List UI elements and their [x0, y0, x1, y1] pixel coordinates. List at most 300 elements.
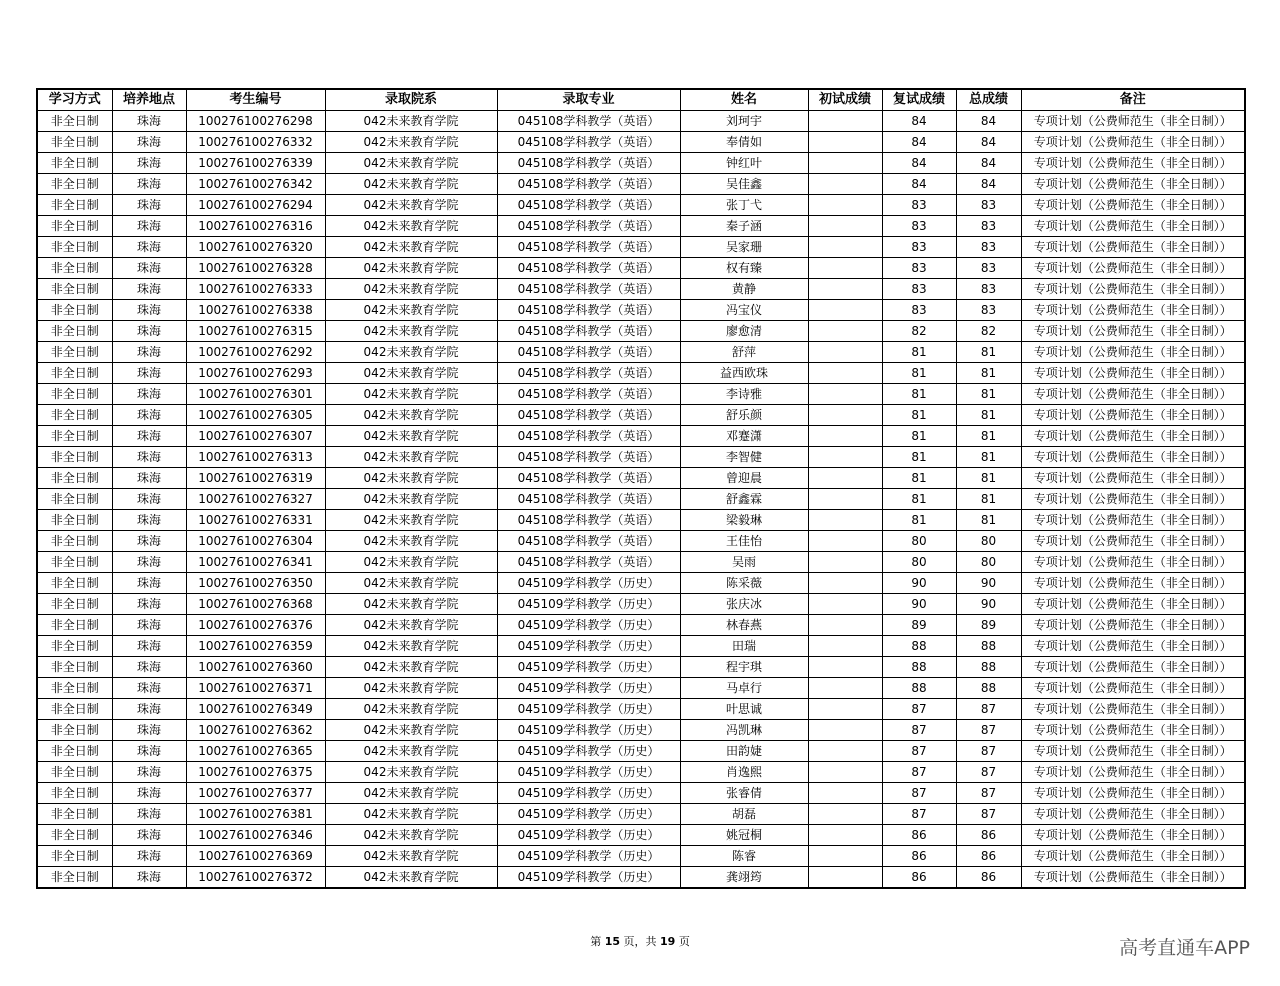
table-cell: 86 — [882, 867, 956, 889]
table-cell: 045108学科教学（英语） — [497, 447, 680, 468]
table-row — [37, 510, 1245, 531]
table-row — [37, 678, 1245, 699]
table-cell: 钟红叶 — [680, 153, 808, 174]
table-cell: 吴佳鑫 — [680, 174, 808, 195]
table-row — [37, 279, 1245, 300]
table-cell: 81 — [882, 384, 956, 405]
table-cell: 87 — [882, 762, 956, 783]
table-cell: 非全日制 — [37, 216, 112, 237]
table-cell: 非全日制 — [37, 552, 112, 573]
table-cell — [808, 174, 882, 195]
table-cell: 专项计划（公费师范生（非全日制）） — [1021, 741, 1245, 762]
table-cell: 专项计划（公费师范生（非全日制）） — [1021, 552, 1245, 573]
table-cell: 梁毅琳 — [680, 510, 808, 531]
table-cell — [808, 489, 882, 510]
table-cell — [808, 279, 882, 300]
table-cell: 81 — [882, 510, 956, 531]
table-cell — [808, 195, 882, 216]
table-cell: 042未来教育学院 — [325, 804, 497, 825]
table-cell: 珠海 — [112, 657, 186, 678]
table-cell: 珠海 — [112, 195, 186, 216]
table-cell — [808, 867, 882, 889]
table-row — [37, 258, 1245, 279]
table-cell: 90 — [882, 573, 956, 594]
table-cell: 专项计划（公费师范生（非全日制）） — [1021, 237, 1245, 258]
table-cell: 81 — [956, 405, 1021, 426]
table-cell: 珠海 — [112, 594, 186, 615]
table-cell: 045109学科教学（历史） — [497, 783, 680, 804]
table-cell: 82 — [956, 321, 1021, 342]
table-cell: 龚翊筠 — [680, 867, 808, 889]
table-cell: 045108学科教学（英语） — [497, 195, 680, 216]
table-cell: 045108学科教学（英语） — [497, 552, 680, 573]
table-cell: 045108学科教学（英语） — [497, 216, 680, 237]
table-cell: 042未来教育学院 — [325, 111, 497, 132]
table-cell: 045108学科教学（英语） — [497, 279, 680, 300]
table-cell: 81 — [956, 447, 1021, 468]
table-cell: 专项计划（公费师范生（非全日制）） — [1021, 510, 1245, 531]
table-cell: 专项计划（公费师范生（非全日制）） — [1021, 132, 1245, 153]
table-cell: 非全日制 — [37, 363, 112, 384]
table-cell: 张丁弋 — [680, 195, 808, 216]
table-cell: 83 — [956, 258, 1021, 279]
table-cell: 87 — [956, 762, 1021, 783]
table-cell: 045108学科教学（英语） — [497, 174, 680, 195]
header-row — [37, 89, 1245, 111]
table-cell: 87 — [956, 783, 1021, 804]
table-cell: 042未来教育学院 — [325, 594, 497, 615]
table-cell: 045109学科教学（历史） — [497, 867, 680, 889]
table-cell: 刘珂宇 — [680, 111, 808, 132]
table-cell: 042未来教育学院 — [325, 720, 497, 741]
table-cell: 张睿倩 — [680, 783, 808, 804]
table-cell: 83 — [882, 300, 956, 321]
table-cell: 042未来教育学院 — [325, 657, 497, 678]
table-cell: 042未来教育学院 — [325, 174, 497, 195]
table-cell: 专项计划（公费师范生（非全日制）） — [1021, 699, 1245, 720]
table-cell: 042未来教育学院 — [325, 783, 497, 804]
column-header: 初试成绩 — [808, 89, 882, 111]
table-cell: 83 — [956, 195, 1021, 216]
table-cell — [808, 552, 882, 573]
table-cell: 045108学科教学（英语） — [497, 342, 680, 363]
table-cell — [808, 657, 882, 678]
column-header: 录取专业 — [497, 89, 680, 111]
table-cell: 84 — [882, 153, 956, 174]
table-cell: 81 — [956, 426, 1021, 447]
table-cell: 100276100276307 — [186, 426, 325, 447]
watermark: 高考直通车APP — [1119, 937, 1250, 959]
table-cell: 专项计划（公费师范生（非全日制）） — [1021, 573, 1245, 594]
table-cell: 81 — [882, 426, 956, 447]
table-cell: 045109学科教学（历史） — [497, 699, 680, 720]
table-row — [37, 615, 1245, 636]
table-cell: 045109学科教学（历史） — [497, 846, 680, 867]
table-cell: 程宇琪 — [680, 657, 808, 678]
table-cell: 黄静 — [680, 279, 808, 300]
table-cell: 非全日制 — [37, 720, 112, 741]
table-cell: 珠海 — [112, 615, 186, 636]
table-row — [37, 573, 1245, 594]
table-cell: 100276100276301 — [186, 384, 325, 405]
table-cell: 87 — [882, 804, 956, 825]
table-cell: 90 — [956, 573, 1021, 594]
table-cell: 045109学科教学（历史） — [497, 678, 680, 699]
table-row — [37, 636, 1245, 657]
table-cell: 珠海 — [112, 741, 186, 762]
table-cell: 042未来教育学院 — [325, 846, 497, 867]
table-cell: 83 — [956, 279, 1021, 300]
table-row — [37, 657, 1245, 678]
table-row — [37, 531, 1245, 552]
table-cell: 82 — [882, 321, 956, 342]
table-cell: 珠海 — [112, 447, 186, 468]
table-cell: 100276100276294 — [186, 195, 325, 216]
table-cell: 珠海 — [112, 552, 186, 573]
table-row — [37, 174, 1245, 195]
table-cell: 87 — [882, 741, 956, 762]
table-row — [37, 720, 1245, 741]
table-cell: 045108学科教学（英语） — [497, 468, 680, 489]
table-cell: 珠海 — [112, 405, 186, 426]
admission-table — [36, 88, 1246, 889]
table-cell: 专项计划（公费师范生（非全日制）） — [1021, 279, 1245, 300]
table-cell: 林春燕 — [680, 615, 808, 636]
table-cell: 042未来教育学院 — [325, 405, 497, 426]
table-cell: 100276100276313 — [186, 447, 325, 468]
table-cell: 045108学科教学（英语） — [497, 153, 680, 174]
table-cell: 042未来教育学院 — [325, 678, 497, 699]
table-cell — [808, 573, 882, 594]
table-cell: 珠海 — [112, 342, 186, 363]
table-cell — [808, 699, 882, 720]
table-cell: 非全日制 — [37, 594, 112, 615]
table-cell: 86 — [956, 846, 1021, 867]
table-cell — [808, 111, 882, 132]
table-cell: 90 — [882, 594, 956, 615]
table-cell: 非全日制 — [37, 300, 112, 321]
table-cell — [808, 405, 882, 426]
table-cell: 珠海 — [112, 783, 186, 804]
table-cell: 84 — [956, 153, 1021, 174]
table-cell: 专项计划（公费师范生（非全日制）） — [1021, 300, 1245, 321]
footer-middle: 页，共 — [623, 935, 657, 948]
table-row — [37, 552, 1245, 573]
table-cell — [808, 321, 882, 342]
table-cell: 042未来教育学院 — [325, 762, 497, 783]
table-cell: 045108学科教学（英语） — [497, 384, 680, 405]
table-cell: 042未来教育学院 — [325, 279, 497, 300]
table-cell: 045108学科教学（英语） — [497, 111, 680, 132]
table-cell: 86 — [882, 846, 956, 867]
table-row — [37, 867, 1245, 889]
table-cell: 珠海 — [112, 363, 186, 384]
table-cell — [808, 846, 882, 867]
table-cell: 非全日制 — [37, 405, 112, 426]
table-cell: 李智健 — [680, 447, 808, 468]
table-cell — [808, 363, 882, 384]
table-cell: 舒乐颜 — [680, 405, 808, 426]
table-cell: 87 — [956, 804, 1021, 825]
table-cell: 专项计划（公费师范生（非全日制）） — [1021, 867, 1245, 889]
table-cell: 珠海 — [112, 237, 186, 258]
table-cell: 非全日制 — [37, 447, 112, 468]
table-cell: 80 — [882, 552, 956, 573]
table-cell: 045109学科教学（历史） — [497, 573, 680, 594]
table-cell: 专项计划（公费师范生（非全日制）） — [1021, 426, 1245, 447]
table-row — [37, 489, 1245, 510]
table-cell: 042未来教育学院 — [325, 363, 497, 384]
table-cell — [808, 426, 882, 447]
table-cell: 045108学科教学（英语） — [497, 237, 680, 258]
table-cell: 100276100276331 — [186, 510, 325, 531]
table-cell: 86 — [956, 867, 1021, 889]
table-cell: 吴雨 — [680, 552, 808, 573]
table-cell: 专项计划（公费师范生（非全日制）） — [1021, 447, 1245, 468]
table-cell: 非全日制 — [37, 195, 112, 216]
table-row — [37, 447, 1245, 468]
table-cell: 100276100276332 — [186, 132, 325, 153]
table-cell: 042未来教育学院 — [325, 489, 497, 510]
table-cell: 045109学科教学（历史） — [497, 657, 680, 678]
table-cell: 83 — [882, 216, 956, 237]
table-cell: 84 — [956, 111, 1021, 132]
table-cell: 专项计划（公费师范生（非全日制）） — [1021, 720, 1245, 741]
table-cell: 84 — [882, 111, 956, 132]
table-cell: 100276100276319 — [186, 468, 325, 489]
table-cell: 81 — [882, 447, 956, 468]
table-cell: 非全日制 — [37, 321, 112, 342]
table-cell: 83 — [882, 195, 956, 216]
table-cell: 88 — [956, 636, 1021, 657]
table-cell: 100276100276298 — [186, 111, 325, 132]
table-cell — [808, 741, 882, 762]
table-cell: 87 — [956, 699, 1021, 720]
table-row — [37, 321, 1245, 342]
table-cell: 非全日制 — [37, 615, 112, 636]
table-cell: 非全日制 — [37, 825, 112, 846]
table-cell: 81 — [882, 342, 956, 363]
table-cell: 专项计划（公费师范生（非全日制）） — [1021, 594, 1245, 615]
table-row — [37, 804, 1245, 825]
table-cell: 88 — [956, 678, 1021, 699]
table-row — [37, 111, 1245, 132]
table-cell: 肖逸熙 — [680, 762, 808, 783]
table-cell: 100276100276342 — [186, 174, 325, 195]
table-cell: 非全日制 — [37, 132, 112, 153]
table-cell: 王佳怡 — [680, 531, 808, 552]
table-row — [37, 468, 1245, 489]
table-cell: 045109学科教学（历史） — [497, 636, 680, 657]
table-cell: 珠海 — [112, 825, 186, 846]
table-cell: 冯凯琳 — [680, 720, 808, 741]
table-cell: 042未来教育学院 — [325, 132, 497, 153]
table-cell: 非全日制 — [37, 699, 112, 720]
table-cell — [808, 720, 882, 741]
table-cell: 100276100276341 — [186, 552, 325, 573]
column-header: 姓名 — [680, 89, 808, 111]
table-cell: 专项计划（公费师范生（非全日制）） — [1021, 195, 1245, 216]
table-cell: 珠海 — [112, 867, 186, 889]
table-cell: 珠海 — [112, 132, 186, 153]
table-cell: 100276100276305 — [186, 405, 325, 426]
table-cell — [808, 636, 882, 657]
table-cell: 非全日制 — [37, 153, 112, 174]
table-cell: 珠海 — [112, 258, 186, 279]
table-cell: 珠海 — [112, 846, 186, 867]
table-cell: 87 — [882, 720, 956, 741]
table-cell: 81 — [882, 468, 956, 489]
table-cell: 100276100276365 — [186, 741, 325, 762]
table-cell: 042未来教育学院 — [325, 468, 497, 489]
table-cell: 045109学科教学（历史） — [497, 741, 680, 762]
table-cell: 非全日制 — [37, 174, 112, 195]
table-cell: 珠海 — [112, 531, 186, 552]
table-cell: 珠海 — [112, 111, 186, 132]
table-cell — [808, 216, 882, 237]
table-cell — [808, 510, 882, 531]
table-cell: 045108学科教学（英语） — [497, 405, 680, 426]
table-body — [37, 111, 1245, 889]
table-cell: 100276100276320 — [186, 237, 325, 258]
table-cell: 100276100276369 — [186, 846, 325, 867]
table-header — [37, 89, 1245, 111]
table-cell: 非全日制 — [37, 468, 112, 489]
table-cell: 专项计划（公费师范生（非全日制）） — [1021, 153, 1245, 174]
table-cell: 100276100276359 — [186, 636, 325, 657]
table-cell: 非全日制 — [37, 510, 112, 531]
table-row — [37, 216, 1245, 237]
table-cell: 权有臻 — [680, 258, 808, 279]
column-header: 总成绩 — [956, 89, 1021, 111]
table-cell: 珠海 — [112, 636, 186, 657]
table-cell: 045109学科教学（历史） — [497, 825, 680, 846]
column-header: 考生编号 — [186, 89, 325, 111]
table-cell: 80 — [956, 552, 1021, 573]
table-cell: 专项计划（公费师范生（非全日制）） — [1021, 762, 1245, 783]
table-row — [37, 342, 1245, 363]
table-cell: 90 — [956, 594, 1021, 615]
table-cell — [808, 825, 882, 846]
table-cell — [808, 153, 882, 174]
table-cell: 100276100276316 — [186, 216, 325, 237]
table-cell: 87 — [956, 720, 1021, 741]
table-cell — [808, 300, 882, 321]
table-cell: 81 — [956, 384, 1021, 405]
table-row — [37, 195, 1245, 216]
table-cell: 045109学科教学（历史） — [497, 762, 680, 783]
table-cell: 非全日制 — [37, 657, 112, 678]
table-cell: 专项计划（公费师范生（非全日制）） — [1021, 636, 1245, 657]
table-cell: 专项计划（公费师范生（非全日制）） — [1021, 825, 1245, 846]
table-cell: 86 — [956, 825, 1021, 846]
table-cell: 045109学科教学（历史） — [497, 804, 680, 825]
table-cell — [808, 783, 882, 804]
table-cell: 非全日制 — [37, 237, 112, 258]
table-cell: 非全日制 — [37, 111, 112, 132]
table-cell: 83 — [882, 279, 956, 300]
table-cell: 专项计划（公费师范生（非全日制）） — [1021, 783, 1245, 804]
table-cell: 珠海 — [112, 384, 186, 405]
table-cell: 专项计划（公费师范生（非全日制）） — [1021, 111, 1245, 132]
table-cell: 88 — [956, 657, 1021, 678]
table-row — [37, 363, 1245, 384]
table-cell: 陈采薇 — [680, 573, 808, 594]
table-cell: 81 — [956, 510, 1021, 531]
table-cell: 专项计划（公费师范生（非全日制）） — [1021, 468, 1245, 489]
table-cell: 045108学科教学（英语） — [497, 258, 680, 279]
table-cell: 珠海 — [112, 720, 186, 741]
table-cell: 珠海 — [112, 804, 186, 825]
table-cell: 非全日制 — [37, 384, 112, 405]
table-cell: 100276100276362 — [186, 720, 325, 741]
table-cell: 81 — [956, 468, 1021, 489]
table-cell — [808, 468, 882, 489]
table-cell: 专项计划（公费师范生（非全日制）） — [1021, 846, 1245, 867]
table-row — [37, 132, 1245, 153]
table-cell: 100276100276346 — [186, 825, 325, 846]
table-cell: 珠海 — [112, 468, 186, 489]
table-cell: 042未来教育学院 — [325, 531, 497, 552]
table-cell: 珠海 — [112, 279, 186, 300]
table-cell: 100276100276377 — [186, 783, 325, 804]
table-cell: 042未来教育学院 — [325, 552, 497, 573]
table-cell: 专项计划（公费师范生（非全日制）） — [1021, 342, 1245, 363]
table-cell: 100276100276315 — [186, 321, 325, 342]
table-cell: 100276100276304 — [186, 531, 325, 552]
table-cell: 100276100276293 — [186, 363, 325, 384]
table-cell: 042未来教育学院 — [325, 447, 497, 468]
table-cell: 81 — [882, 489, 956, 510]
table-cell: 专项计划（公费师范生（非全日制）） — [1021, 489, 1245, 510]
table-cell: 非全日制 — [37, 636, 112, 657]
table-cell: 045108学科教学（英语） — [497, 300, 680, 321]
table-cell: 042未来教育学院 — [325, 615, 497, 636]
table-cell: 045109学科教学（历史） — [497, 594, 680, 615]
table-cell: 045108学科教学（英语） — [497, 363, 680, 384]
table-cell: 珠海 — [112, 321, 186, 342]
table-cell: 81 — [956, 489, 1021, 510]
table-cell: 珠海 — [112, 678, 186, 699]
table-row — [37, 594, 1245, 615]
table-cell: 舒萍 — [680, 342, 808, 363]
table-cell: 陈睿 — [680, 846, 808, 867]
table-cell: 非全日制 — [37, 426, 112, 447]
table-cell — [808, 615, 882, 636]
table-row — [37, 237, 1245, 258]
table-row — [37, 699, 1245, 720]
footer-prefix: 第 — [590, 935, 602, 948]
table-cell: 042未来教育学院 — [325, 825, 497, 846]
table-cell: 042未来教育学院 — [325, 867, 497, 889]
table-cell — [808, 342, 882, 363]
table-cell: 专项计划（公费师范生（非全日制）） — [1021, 615, 1245, 636]
table-cell: 045108学科教学（英语） — [497, 426, 680, 447]
table-cell: 042未来教育学院 — [325, 216, 497, 237]
table-cell: 专项计划（公费师范生（非全日制）） — [1021, 321, 1245, 342]
table-cell: 80 — [882, 531, 956, 552]
table-cell: 珠海 — [112, 510, 186, 531]
table-cell: 81 — [956, 363, 1021, 384]
table-cell: 珠海 — [112, 699, 186, 720]
table-cell: 非全日制 — [37, 783, 112, 804]
table-cell — [808, 594, 882, 615]
table-cell: 100276100276372 — [186, 867, 325, 889]
table-cell: 89 — [956, 615, 1021, 636]
table-cell: 珠海 — [112, 573, 186, 594]
table-cell: 专项计划（公费师范生（非全日制）） — [1021, 531, 1245, 552]
table-cell: 100276100276338 — [186, 300, 325, 321]
